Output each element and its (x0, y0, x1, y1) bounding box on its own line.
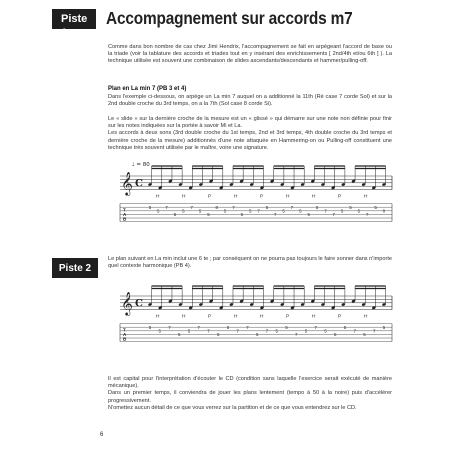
intro-text: Comme dans bon nombre de cas chez Jimi Hendrix, l'accompagnement se fait en arpégeant l'accord de base ou la triade (voir la tablature des accords et triades tout en y insérant des enrichissements [ 2nd/4th et/ou 6th ] ). La technique utilisée est souvent une combinaison de slides ascendants/descendants et hammer/pulling-off. (108, 44, 392, 65)
technique-mark: P (208, 314, 212, 320)
technique-mark: H (182, 314, 186, 320)
tab-number: 5 (207, 212, 210, 217)
tab-number: 5 (187, 328, 191, 334)
time-signature: C (135, 298, 143, 310)
technique-mark: P (286, 314, 290, 320)
tab-number: 5 (240, 212, 244, 217)
technique-mark: P (338, 314, 342, 320)
outro-paragraph-2: Dans un premier temps, il conviendra de jouer les plans lentement (tempo à 50 à la noire) puis d'accélérer progressivement. (108, 390, 392, 404)
tab-number: 7 (332, 212, 336, 217)
piste-2-text: Le plan suivant en La min inclut une 6 te ; par conséquent on ne pourra pas toujours le faire sonner dans n'importe quel contexte harmonique (PB 4). (108, 256, 392, 270)
technique-mark: H (234, 194, 238, 200)
tab-number: 7 (353, 328, 356, 334)
tab-number: 7 (372, 328, 376, 334)
tab-number: 5 (333, 332, 337, 337)
section-1-heading: Plan en La min 7 (PB 3 et 4) (108, 86, 187, 92)
tab-number: 5 (198, 208, 202, 214)
tab-number: 5 (382, 324, 386, 330)
tab-label: A (123, 212, 127, 218)
tab-number: 5 (304, 328, 308, 334)
intro-paragraph (108, 44, 392, 66)
tab-number: 5 (363, 332, 366, 337)
time-signature: C (135, 178, 143, 190)
technique-mark: H (364, 194, 368, 200)
tab-number: 5 (324, 328, 327, 334)
page-title: Accompagnement sur accords m7 (106, 8, 353, 28)
piste-2-paragraph (108, 256, 392, 270)
treble-clef: 𝄞 (121, 291, 133, 315)
tempo-marking: ♩ = 80 (132, 162, 150, 168)
tab-number: 5 (299, 208, 302, 214)
technique-mark: H (286, 194, 290, 200)
tab-number: 5 (340, 208, 344, 214)
section-1-body-2 (108, 116, 392, 152)
tab-number: 5 (148, 204, 152, 210)
page-header (52, 8, 372, 39)
tab-number: 5 (223, 208, 227, 214)
piste-1-label: Piste 1 (52, 9, 96, 29)
tab-number: 5 (343, 324, 347, 330)
technique-mark: H (156, 314, 160, 320)
piste-2-label: Piste 2 (52, 258, 98, 278)
page-number: 6 (100, 432, 104, 438)
outro-paragraph-1: Il est capital pour l'interprétation d'écouter le CD (condition sans laquelle l'exercice serait exécuté de manière mécanique). (108, 376, 392, 390)
tab-number: 5 (173, 212, 177, 217)
tab-label: B (123, 336, 127, 342)
tab-number: 7 (257, 208, 260, 214)
tab-number: 5 (357, 208, 361, 214)
outro-body (108, 376, 392, 412)
tab-number: 7 (265, 328, 269, 334)
technique-mark: H (312, 194, 316, 200)
tab-number: 7 (365, 212, 369, 217)
tab-number: 5 (255, 332, 259, 337)
tab-number: 5 (148, 324, 152, 330)
technique-mark: P (338, 194, 342, 200)
technique-mark: H (364, 314, 368, 320)
score-2 (0, 278, 450, 373)
tab-number: 5 (315, 204, 319, 210)
tab-number: 5 (265, 204, 269, 210)
tab-number: 7 (246, 324, 249, 330)
section-1-paragraph-3: Les accords à deux sons (3rd double croche du 1st temps, 2nd et 3rd temps, 4th double croche du 3rd temps et dernière croche de la mesure) additionnés d'une note attaquée en Hammering-on ou Pulling-off constituent une technique très souvent utilisée par le maître, voire une signature. (108, 130, 392, 151)
section-1-body (108, 94, 392, 108)
tab-number: 5 (248, 208, 252, 214)
tab-number: 5 (182, 208, 185, 214)
score-1 (0, 158, 450, 253)
tab-number: 7 (274, 212, 277, 217)
tab-label: A (123, 332, 127, 338)
outro-paragraph-3: N'omettez aucun détail de ce que vous verrez sur la partition et de ce que vous entendrez sur le CD. (108, 404, 357, 411)
technique-mark: H (182, 194, 186, 200)
tab-number: 5 (157, 208, 160, 214)
tab-number: 7 (168, 324, 171, 330)
tab-number: 8 (215, 204, 219, 210)
tab-number: 5 (282, 208, 285, 214)
technique-mark: H (156, 194, 160, 200)
tab-number: 5 (307, 212, 310, 217)
tab-number: 0 (382, 208, 386, 214)
section-1-paragraph-2: Le « slide » sur la dernière croche de la mesure est un « glissé » qui démarre sur une note non définie pour finir sur les notes indiquées sur la portée à savoir Mi et La. (108, 116, 392, 130)
tab-number: 5 (216, 332, 220, 337)
tab-number: 7 (236, 328, 239, 334)
technique-mark: P (260, 194, 264, 200)
tab-number: 7 (232, 204, 235, 210)
tab-number: 7 (165, 204, 168, 210)
tab-number: 5 (349, 204, 352, 210)
tab-label: T (123, 327, 126, 333)
tab-number: 7 (294, 332, 298, 337)
tab-number: 7 (324, 208, 327, 214)
tab-label: B (123, 216, 127, 222)
tab-number: 7 (197, 324, 200, 330)
tab-label: T (123, 207, 126, 213)
tab-number: 5 (285, 324, 288, 330)
tab-number: 5 (158, 328, 161, 334)
technique-mark: H (260, 314, 264, 320)
section-1-paragraph-1: Dans l'exemple ci-dessous, on arpège un La min 7 auquel on a additionné la 11th (Ré case 7 corde Sol) et sur la 2nd double croche du 3rd temps, on a la 7th (Sol case 8 corde Si). (108, 94, 392, 108)
tab-number: 5 (275, 328, 278, 334)
tab-number: 7 (314, 324, 317, 330)
technique-mark: H (234, 314, 238, 320)
technique-mark: P (208, 194, 212, 200)
tab-number: 5 (226, 324, 230, 330)
tab-number: 5 (177, 332, 181, 337)
tab-number: 7 (207, 328, 210, 334)
treble-clef: 𝄞 (121, 171, 133, 195)
tab-number: 7 (190, 204, 193, 210)
tab-number: 7 (290, 204, 294, 210)
technique-mark: H (312, 314, 316, 320)
tab-number: 5 (374, 204, 377, 210)
